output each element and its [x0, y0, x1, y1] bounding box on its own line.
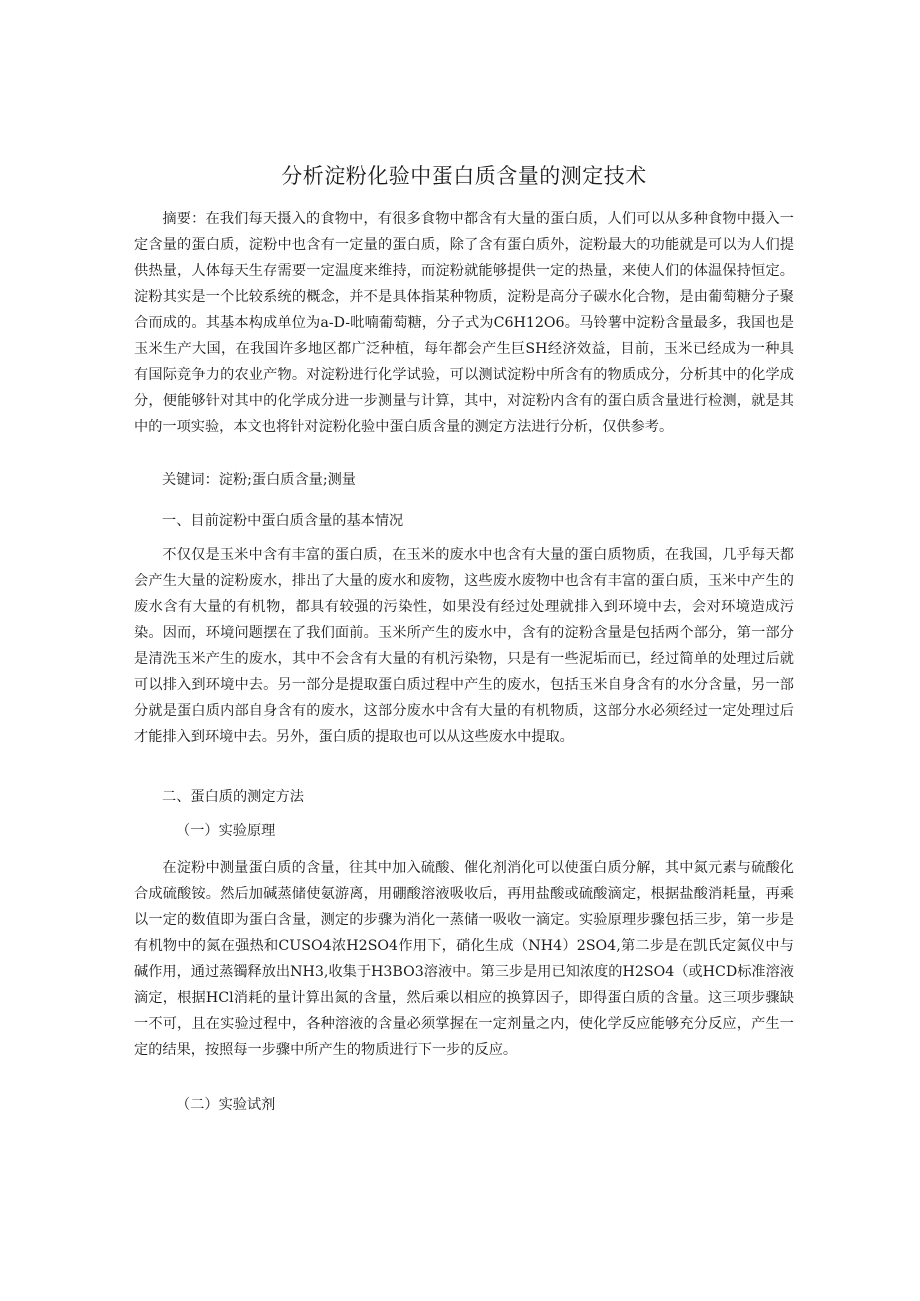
keywords-line: 关键词：淀粉;蛋白质含量;测量: [162, 472, 356, 488]
subsection1-heading: （一）实验原理: [176, 823, 276, 839]
section1-paragraph: 不仅仅是玉米中含有丰富的蛋白质，在玉米的废水中也含有大量的蛋白质物质，在我国，几乎每天都会产生大量的淀粉废水，排出了大量的废水和废物，这些废水废物中也含有丰富的蛋白质，玉米中产生的废水含有大量的有机物，都具有较强的污染性，如果没有经过处理就排入到环境中去，会对环境造成污染。因而，环境问题摆在了我们面前。玉米所产生的废水中，含有的淀粉含量是包括两个部分，第一部分是清洗玉米产生的废水，其中不会含有大量的有机污染物，只是有一些泥垢而已，经过简单的处理过后就可以排入到环境中去。另一部分是提取蛋白质过程中产生的废水，包括玉米自身含有的水分含量，另一部分就是蛋白质内部自身含有的废水，这部分废水中含有大量的有机物质，这部分水必须经过一定处理过后才能排入到环境中去。另外，蛋白质的提取也可以从这些废水中提取。: [134, 547, 794, 745]
document-title: 分析淀粉化验中蛋白质含量的测定技术: [281, 164, 647, 188]
section1-body-block: [134, 542, 794, 750]
section2-heading-block: [162, 784, 822, 810]
section1-heading: 一、目前淀粉中蛋白质含量的基本情况: [162, 513, 404, 529]
subsection1-paragraph: 在淀粉中测量蛋白质的含量，往其中加入硫酸、催化剂消化可以使蛋白质分解，其中氮元素与硫酸化合成硫酸铵。然后加碱蒸储使氨游离，用硼酸溶液吸收后，再用盐酸或硫酸滴定，根据盐酸消耗量，再乘以一定的数值即为蛋白含量，测定的步骤为消化一蒸储一吸收一滴定。实验原理步骤包括三步，第一步是有机物中的氮在强热和CUSO4浓H2SO4作用下，硝化生成（NH4）2SO4,第二步是在凯氏定氮仪中与碱作用，通过蒸镯释放出NH3,收集于H3BO3溶液中。第三步是用已知浓度的H2SO4（或HCD标准溶液滴定，根据HCl消耗的量计算出氮的含量，然后乘以相应的换算因子，即得蛋白质的含量。这三项步骤缺一不可，且在实验过程中，各种溶液的含量必须掌握在一定剂量之内，使化学反应能够充分反应，产生一定的结果，按照每一步骤中所产生的物质进行下一步的反应。: [134, 860, 794, 1058]
subsection2-heading: （二）实验试剂: [176, 1097, 276, 1113]
subsection2-heading-block: [176, 1092, 836, 1118]
section2-heading: 二、蛋白质的测定方法: [162, 789, 304, 805]
abstract-block: [134, 206, 794, 440]
abstract-paragraph: 摘要：在我们每天摄入的食物中，有很多食物中都含有大量的蛋白质，人们可以从多种食物中摄入一定含量的蛋白质，淀粉中也含有一定量的蛋白质，除了含有蛋白质外，淀粉最大的功能就是可以为人们提供热量，人体每天生存需要一定温度来维持，而淀粉就能够提供一定的热量，来使人们的体温保持恒定。淀粉其实是一个比较系统的概念，并不是具体指某种物质，淀粉是高分子碳水化合物，是由葡萄糖分子聚合而成的。其基本构成单位为a-D-吡喃葡萄糖，分子式为C6H12O6。马铃薯中淀粉含量最多，我国也是玉米生产大国，在我国许多地区都广泛种植，每年都会产生巨SH经济效益，目前，玉米已经成为一种具有国际竞争力的农业产物。对淀粉进行化学试验，可以测试淀粉中所含有的物质成分，分析其中的化学成分，便能够针对其中的化学成分进一步测量与计算，其中，对淀粉内含有的蛋白质含量进行检测，就是其中的一项实验，本文也将针对淀粉化验中蛋白质含量的测定方法进行分析，仅供参考。: [134, 211, 794, 435]
section1-heading-block: [162, 508, 822, 534]
subsection1-heading-block: [176, 818, 836, 844]
subsection1-body-block: [134, 855, 794, 1063]
keywords-block: [162, 467, 822, 493]
